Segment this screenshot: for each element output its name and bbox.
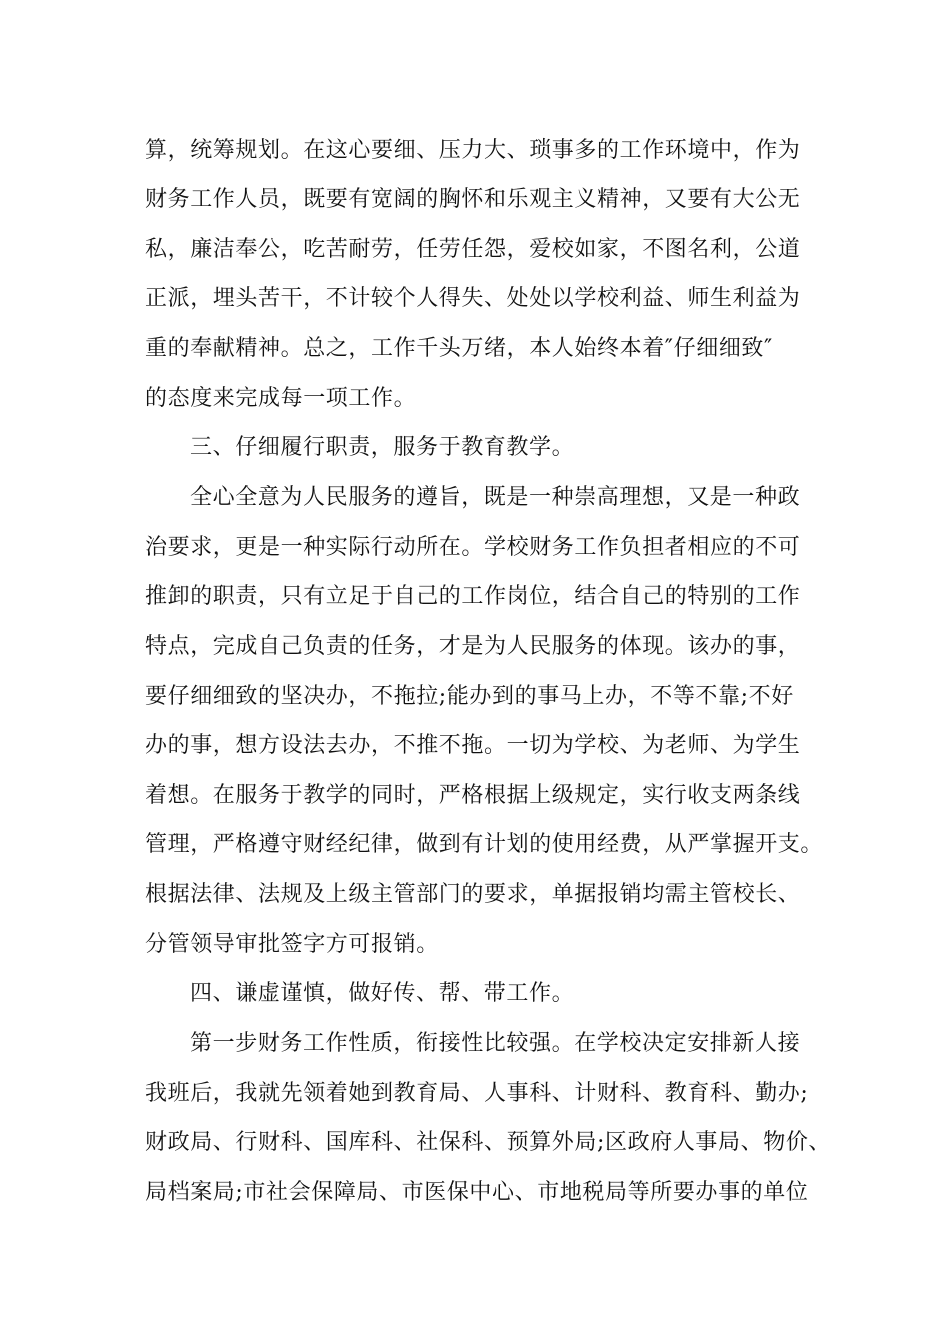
text-line: 算，统筹规划。在这心要细、压力大、琐事多的工作环境中，作为 [145,138,801,163]
text-line: 财务工作人员，既要有宽阔的胸怀和乐观主义精神，又要有大公无 [145,187,801,212]
text-line: 要仔细细致的坚决办，不拖拉;能办到的事马上办，不等不靠;不好 [145,684,794,709]
text-line: 根据法律、法规及上级主管部门的要求，单据报销均需主管校长、 [145,882,801,907]
section-heading: 三、仔细履行职责，服务于教育教学。 [190,435,575,460]
section-heading: 四、谦虚谨慎，做好传、帮、带工作。 [190,981,575,1006]
text-line: 我班后，我就先领着她到教育局、人事科、计财科、教育科、勤办; [145,1081,809,1106]
text-line: 管理，严格遵守财经纪律，做到有计划的使用经费，从严掌握开支。 [145,832,824,857]
text-line: 正派，埋头苦干，不计较个人得失、处处以学校利益、师生利益为 [145,286,801,311]
text-line: 财政局、行财科、国库科、社保科、预算外局;区政府人事局、物价、 [145,1130,832,1155]
text-line: 第一步财务工作性质，衔接性比较强。在学校决定安排新人接 [190,1031,801,1056]
text-line: 治要求，更是一种实际行动所在。学校财务工作负担者相应的不可 [145,535,801,560]
text-line: 局档案局;市社会保障局、市医保中心、市地税局等所要办事的单位 [145,1180,809,1205]
text-line: 重的奉献精神。总之，工作千头万绪，本人始终本着″仔细细致″ [145,336,773,361]
text-line: 办的事，想方设法去办，不推不拖。一切为学校、为老师、为学生 [145,733,801,758]
text-line: 全心全意为人民服务的遵旨，既是一种崇高理想，又是一种政 [190,485,801,510]
text-line: 着想。在服务于教学的同时，严格根据上级规定，实行收支两条线 [145,783,801,808]
text-line: 的态度来完成每一项工作。 [145,386,417,411]
text-line: 分管领导审批签字方可报销。 [145,932,439,957]
text-line: 特点，完成自己负责的任务，才是为人民服务的体现。该办的事， [145,634,801,659]
text-line: 私，廉洁奉公，吃苦耐劳，任劳任怨，爱校如家，不图名利，公道 [145,237,801,262]
text-line: 推卸的职责，只有立足于自己的工作岗位，结合自己的特别的工作 [145,584,801,609]
